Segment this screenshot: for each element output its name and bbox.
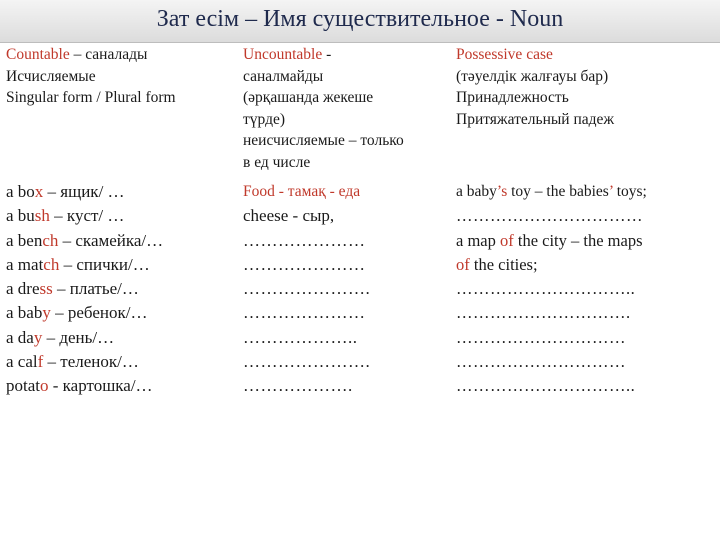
possessive-term: Possessive case bbox=[456, 46, 553, 63]
countable-example: a dress – платье/… bbox=[6, 279, 139, 299]
uncountable-header bbox=[243, 44, 448, 173]
countable-example: a match – спички/… bbox=[6, 254, 150, 274]
possessive-example-baby: a baby’s toy – the babies’ toys; bbox=[456, 183, 647, 200]
uncountable-kazakh: саналмайды bbox=[243, 67, 324, 85]
blank-line: …………………. bbox=[243, 352, 371, 372]
cheese-example: cheese - сыр, bbox=[243, 206, 335, 226]
uncountable-examples bbox=[243, 180, 448, 399]
possessive-russian: Принадлежность bbox=[456, 89, 569, 106]
uncountable-russian-2: в ед числе bbox=[243, 153, 311, 171]
countable-header bbox=[6, 44, 234, 109]
possessive-header bbox=[456, 44, 718, 130]
blank-line: ………………………….. bbox=[456, 279, 636, 299]
countable-example: a day – день/… bbox=[6, 327, 115, 347]
blank-line: ………………………… bbox=[456, 352, 626, 372]
countable-example: a baby – ребенок/… bbox=[6, 303, 148, 323]
uncountable-heading-line: Uncountable - bbox=[243, 46, 332, 63]
blank-line: ………………… bbox=[243, 254, 366, 274]
countable-term: Countable bbox=[6, 46, 70, 63]
blank-line: …………………. bbox=[243, 279, 371, 299]
countable-example: a bush – куст/ … bbox=[6, 206, 125, 226]
blank-line: …………………………. bbox=[456, 303, 631, 323]
uncountable-kazakh-note-2: түрде) bbox=[243, 110, 285, 128]
title-bar bbox=[0, 0, 720, 43]
countable-example: a bench – скамейка/… bbox=[6, 230, 164, 250]
blank-line: ………………… bbox=[243, 303, 366, 323]
slide-title: Зат есім – Имя существительное - Noun bbox=[156, 6, 564, 32]
countable-heading-line bbox=[6, 44, 234, 66]
possessive-russian-2: Притяжательный падеж bbox=[456, 110, 615, 128]
uncountable-russian: неисчисляемые – только bbox=[243, 132, 404, 149]
possessive-example-map-2: of the cities; bbox=[456, 254, 538, 274]
countable-example: a calf – теленок/… bbox=[6, 352, 139, 372]
blank-line: ………………. bbox=[243, 376, 353, 396]
countable-examples bbox=[6, 180, 234, 399]
countable-kazakh: – саналады bbox=[69, 46, 148, 63]
blank-line: ………………………… bbox=[456, 327, 626, 347]
uncountable-term: Uncountable bbox=[243, 46, 323, 63]
possessive-examples bbox=[456, 180, 718, 399]
countable-example: a box – ящик/ … bbox=[6, 182, 125, 201]
food-example: Food - тамақ - еда bbox=[243, 183, 361, 200]
blank-line: ………………… bbox=[243, 230, 366, 250]
possessive-example-map: a map of the city – the maps bbox=[456, 230, 643, 250]
countable-forms: Singular form / Plural form bbox=[6, 89, 176, 106]
countable-russian: Исчисляемые bbox=[6, 67, 96, 85]
blank-line: ……………….. bbox=[243, 327, 358, 347]
blank-line: ………………………….. bbox=[456, 376, 636, 396]
possessive-kazakh: (тәуелдік жалғауы бар) bbox=[456, 67, 609, 85]
uncountable-kazakh-note: (әрқашанда жекеше bbox=[243, 89, 374, 106]
countable-example: potato - картошка/… bbox=[6, 376, 153, 396]
blank-line: …………………………… bbox=[456, 206, 643, 226]
